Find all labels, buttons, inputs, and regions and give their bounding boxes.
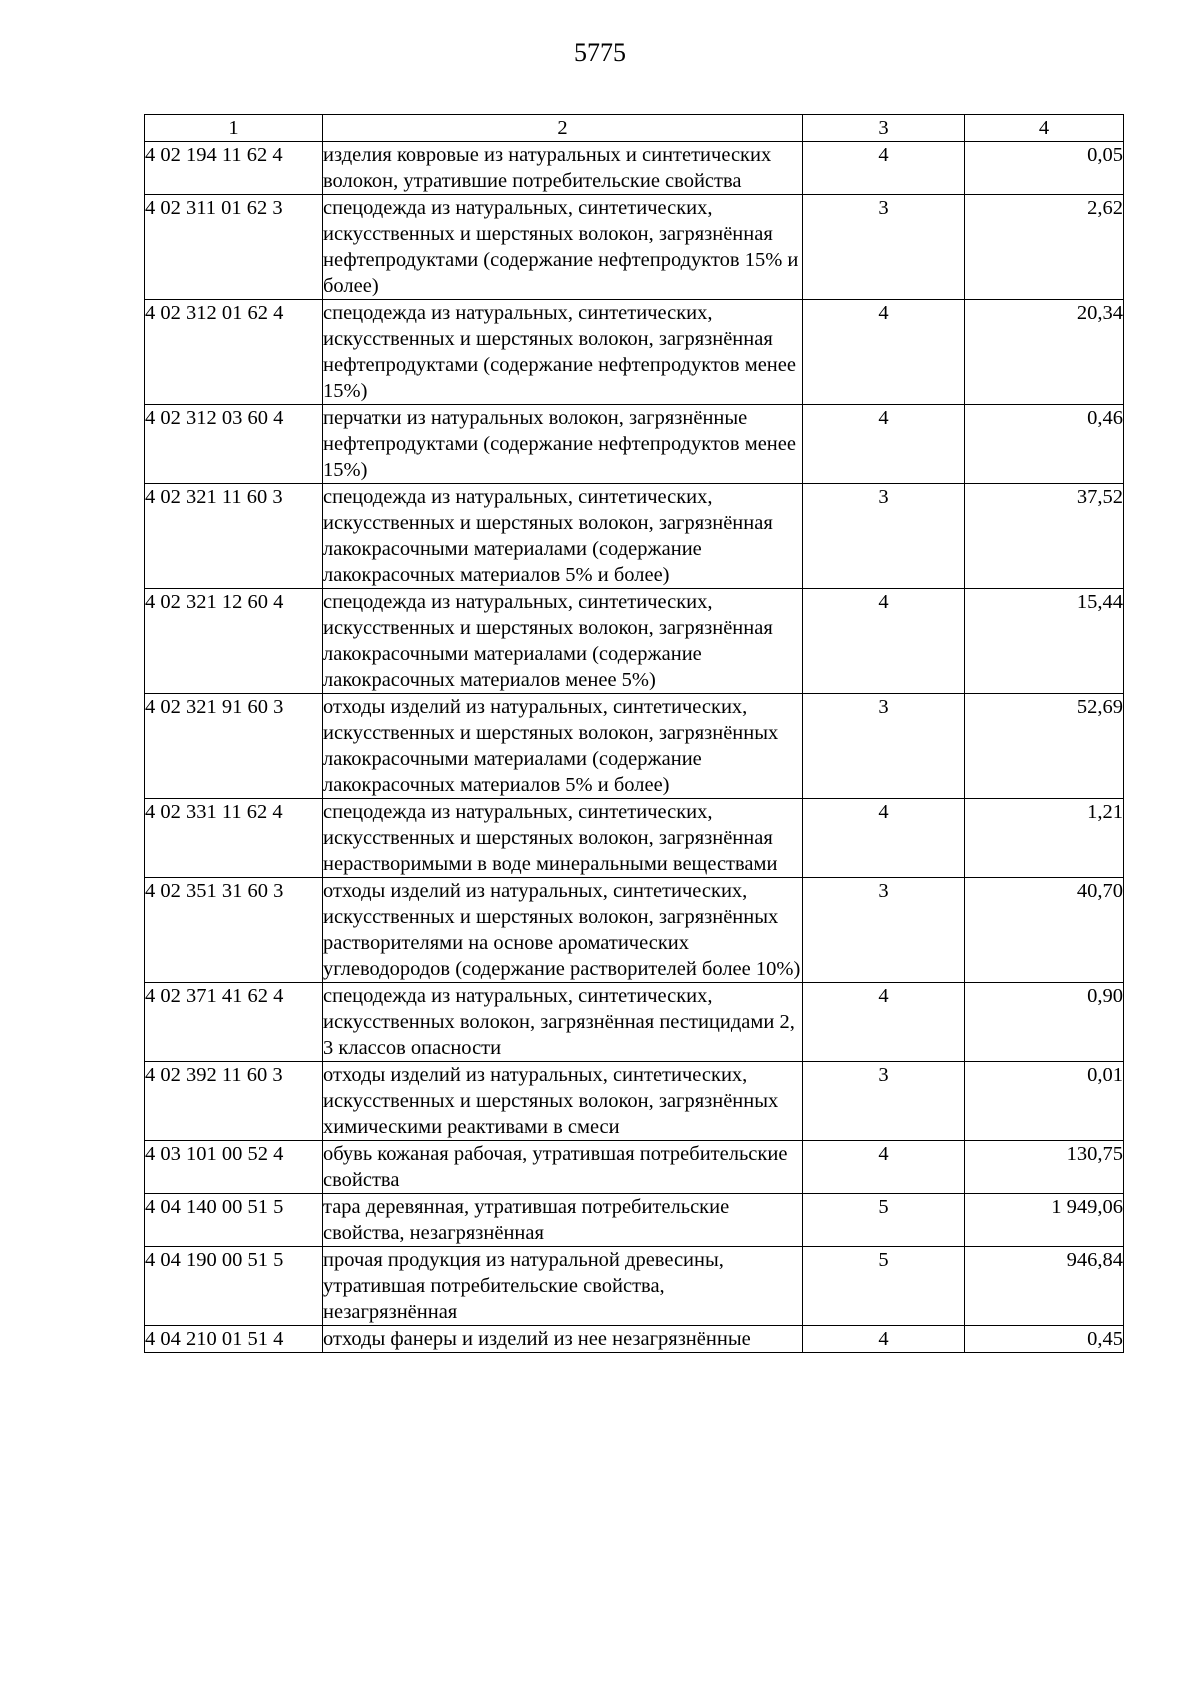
table-row [145, 1194, 1124, 1247]
waste-description: спецодежда из натуральных, синтетических, искусственных волокон, загрязнённая пестицидами 2, 3 классов опасности [323, 983, 803, 1062]
waste-amount: 130,75 [965, 1141, 1124, 1194]
waste-code: 4 02 312 03 60 4 [145, 405, 323, 484]
hazard-class: 5 [803, 1194, 965, 1247]
column-header-description: 2 [323, 115, 803, 142]
hazard-class: 4 [803, 589, 965, 694]
table-row [145, 195, 1124, 300]
table-row [145, 589, 1124, 694]
hazard-class: 4 [803, 142, 965, 195]
hazard-class: 3 [803, 484, 965, 589]
hazard-class: 3 [803, 195, 965, 300]
waste-amount: 0,46 [965, 405, 1124, 484]
table-row [145, 983, 1124, 1062]
table-row [145, 1326, 1124, 1353]
waste-table [144, 114, 1124, 1353]
table-body [145, 142, 1124, 1353]
waste-code: 4 02 312 01 62 4 [145, 300, 323, 405]
waste-description: прочая продукция из натуральной древесины, утратившая потребительские свойства, незагрязнённая [323, 1247, 803, 1326]
waste-amount: 20,34 [965, 300, 1124, 405]
table-header-row [145, 115, 1124, 142]
waste-amount: 52,69 [965, 694, 1124, 799]
waste-amount: 0,01 [965, 1062, 1124, 1141]
hazard-class: 3 [803, 694, 965, 799]
table-row [145, 1141, 1124, 1194]
table-row [145, 405, 1124, 484]
table-row [145, 1247, 1124, 1326]
waste-code: 4 02 194 11 62 4 [145, 142, 323, 195]
column-header-class: 3 [803, 115, 965, 142]
waste-amount: 40,70 [965, 878, 1124, 983]
column-header-code: 1 [145, 115, 323, 142]
hazard-class: 5 [803, 1247, 965, 1326]
waste-description: спецодежда из натуральных, синтетических, искусственных и шерстяных волокон, загрязнённая нефтепродуктами (содержание нефтепродуктов 15% и более) [323, 195, 803, 300]
table-row [145, 142, 1124, 195]
waste-amount: 0,90 [965, 983, 1124, 1062]
waste-description: отходы изделий из натуральных, синтетических, искусственных и шерстяных волокон, загрязнённых лакокрасочными материалами (содержание лакокрасочных материалов 5% и более) [323, 694, 803, 799]
hazard-class: 4 [803, 1141, 965, 1194]
table-row [145, 878, 1124, 983]
waste-code: 4 04 190 00 51 5 [145, 1247, 323, 1326]
waste-description: тара деревянная, утратившая потребительские свойства, незагрязнённая [323, 1194, 803, 1247]
waste-code: 4 04 140 00 51 5 [145, 1194, 323, 1247]
waste-amount: 946,84 [965, 1247, 1124, 1326]
waste-description: обувь кожаная рабочая, утратившая потребительские свойства [323, 1141, 803, 1194]
waste-code: 4 02 321 12 60 4 [145, 589, 323, 694]
waste-description: спецодежда из натуральных, синтетических, искусственных и шерстяных волокон, загрязнённая нефтепродуктами (содержание нефтепродуктов менее 15%) [323, 300, 803, 405]
waste-amount: 0,45 [965, 1326, 1124, 1353]
waste-amount: 1 949,06 [965, 1194, 1124, 1247]
table-row [145, 799, 1124, 878]
waste-amount: 2,62 [965, 195, 1124, 300]
waste-code: 4 02 311 01 62 3 [145, 195, 323, 300]
waste-code: 4 02 351 31 60 3 [145, 878, 323, 983]
waste-code: 4 02 331 11 62 4 [145, 799, 323, 878]
waste-amount: 15,44 [965, 589, 1124, 694]
waste-amount: 1,21 [965, 799, 1124, 878]
waste-description: спецодежда из натуральных, синтетических, искусственных и шерстяных волокон, загрязнённая лакокрасочными материалами (содержание лакокрасочных материалов менее 5%) [323, 589, 803, 694]
hazard-class: 4 [803, 799, 965, 878]
waste-description: отходы фанеры и изделий из нее незагрязнённые [323, 1326, 803, 1353]
page-number: 5775 [574, 38, 626, 67]
waste-code: 4 02 321 91 60 3 [145, 694, 323, 799]
waste-description: спецодежда из натуральных, синтетических, искусственных и шерстяных волокон, загрязнённая лакокрасочными материалами (содержание лакокрасочных материалов 5% и более) [323, 484, 803, 589]
waste-amount: 37,52 [965, 484, 1124, 589]
table-row [145, 484, 1124, 589]
waste-code: 4 02 392 11 60 3 [145, 1062, 323, 1141]
waste-description: спецодежда из натуральных, синтетических, искусственных и шерстяных волокон, загрязнённая нерастворимыми в воде минеральными веществами [323, 799, 803, 878]
table-row [145, 300, 1124, 405]
waste-description: отходы изделий из натуральных, синтетических, искусственных и шерстяных волокон, загрязнённых растворителями на основе ароматических углеводородов (содержание растворителей более 10%) [323, 878, 803, 983]
table-row [145, 694, 1124, 799]
waste-description: отходы изделий из натуральных, синтетических, искусственных и шерстяных волокон, загрязнённых химическими реактивами в смеси [323, 1062, 803, 1141]
waste-code: 4 04 210 01 51 4 [145, 1326, 323, 1353]
hazard-class: 4 [803, 983, 965, 1062]
hazard-class: 4 [803, 1326, 965, 1353]
waste-code: 4 02 371 41 62 4 [145, 983, 323, 1062]
hazard-class: 3 [803, 1062, 965, 1141]
waste-code: 4 02 321 11 60 3 [145, 484, 323, 589]
hazard-class: 4 [803, 405, 965, 484]
column-header-amount: 4 [965, 115, 1124, 142]
table-row [145, 1062, 1124, 1141]
waste-description: перчатки из натуральных волокон, загрязнённые нефтепродуктами (содержание нефтепродуктов менее 15%) [323, 405, 803, 484]
hazard-class: 3 [803, 878, 965, 983]
waste-amount: 0,05 [965, 142, 1124, 195]
waste-description: изделия ковровые из натуральных и синтетических волокон, утратившие потребительские свойства [323, 142, 803, 195]
waste-code: 4 03 101 00 52 4 [145, 1141, 323, 1194]
hazard-class: 4 [803, 300, 965, 405]
